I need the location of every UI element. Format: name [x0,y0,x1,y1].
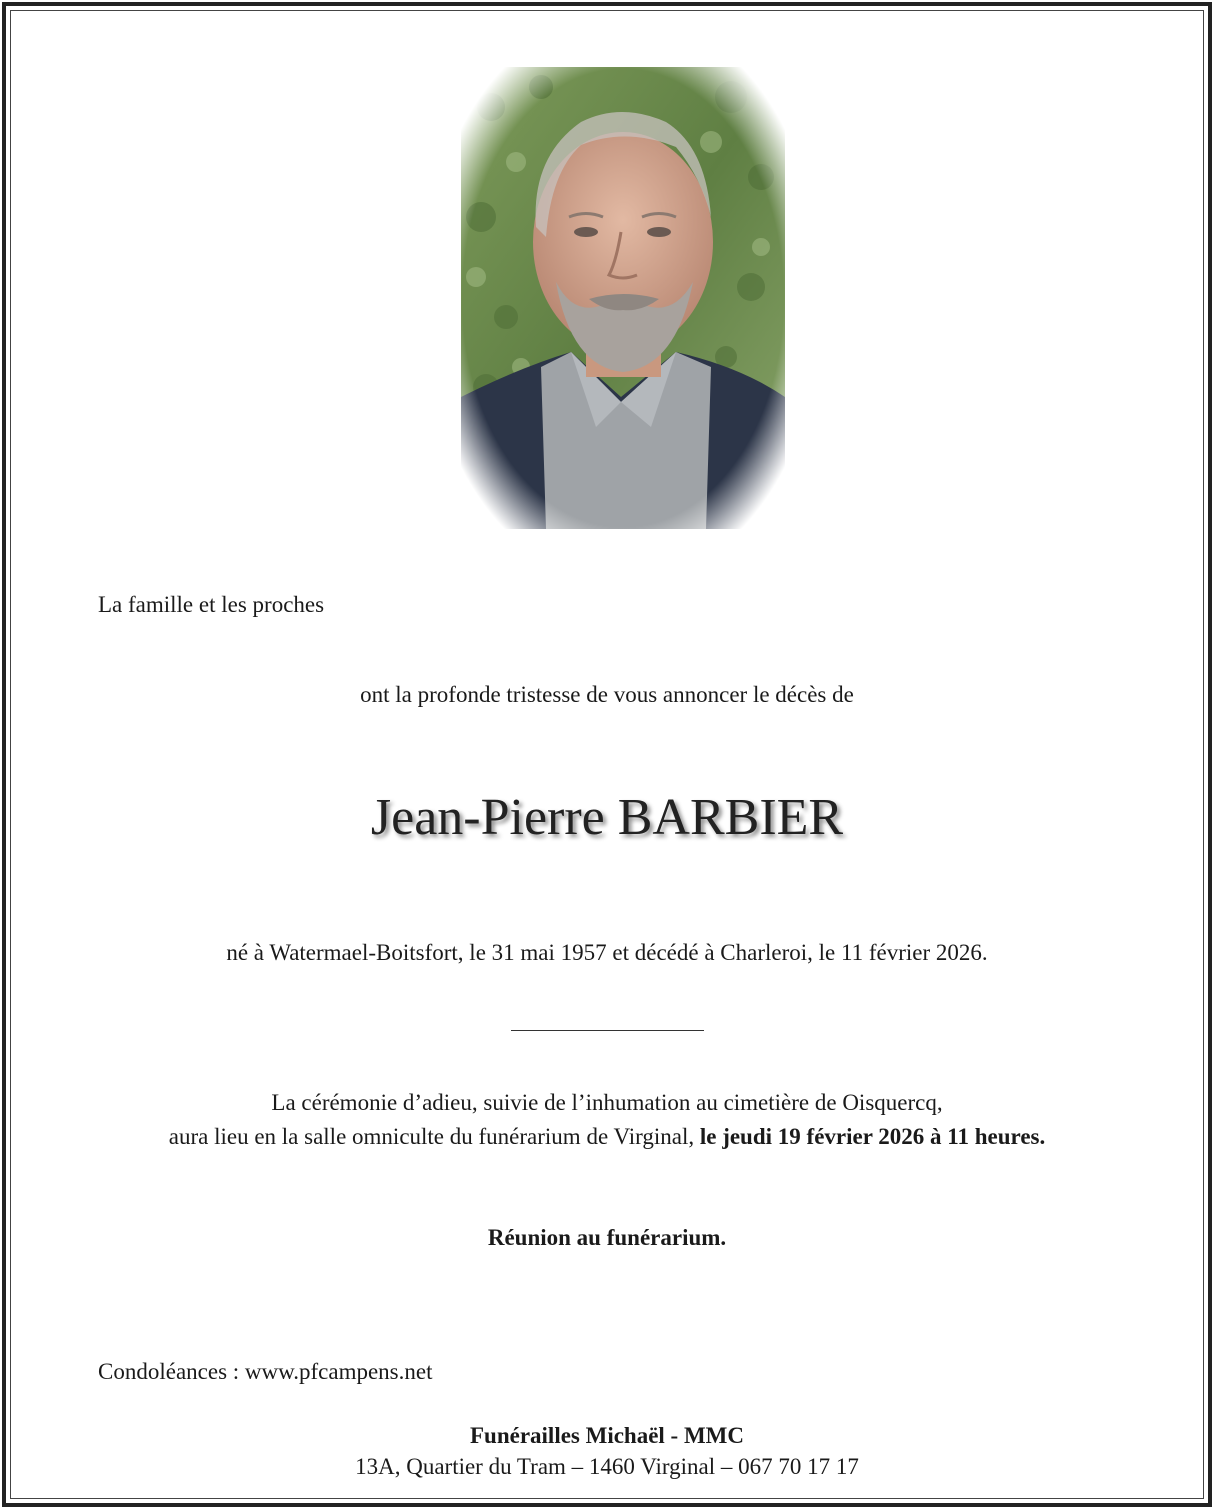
separator-line [511,1030,704,1031]
meeting-text: Réunion au funérarium. [487,1225,727,1250]
funeral-home-name: Funérailles Michaël - MMC [469,1423,744,1448]
ceremony-line-1: La cérémonie d’adieu, suivie de l’inhumation au cimetière de Oisquercq, [271,1090,943,1115]
announcement-text: ont la profonde tristesse de vous annoncer le décès de [360,682,854,707]
birth-death-dates: né à Watermael-Boitsfort, le 31 mai 1957 et décédé à Charleroi, le 11 février 2026. [226,940,988,965]
intro-text: La famille et les proches [98,592,325,617]
ceremony-date-time: le jeudi 19 février 2026 à 11 heures. [699,1124,1046,1149]
ceremony-line-2 [0,1124,1214,1150]
funeral-home-address: 13A, Quartier du Tram – 1460 Virginal – 067 70 17 17 [355,1454,859,1479]
condolences-text: Condoléances : www.pfcampens.net [98,1359,433,1384]
deceased-name: Jean-Pierre BARBIER [370,789,844,846]
ceremony-location: aura lieu en la salle omniculte du funérarium de Virginal, [168,1124,700,1149]
portrait-photo [461,67,785,529]
